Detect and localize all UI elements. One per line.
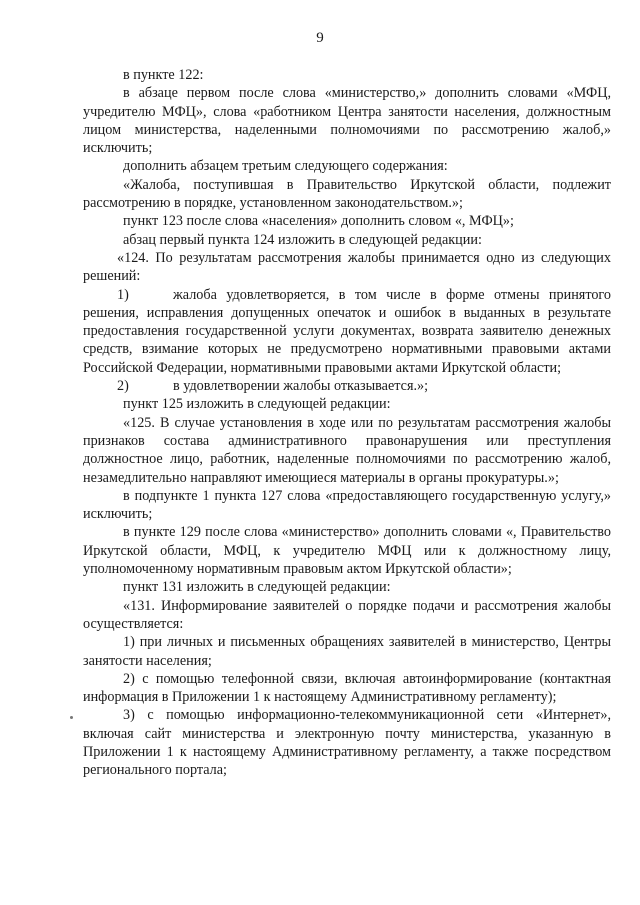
paragraph: в пункте 122:: [123, 67, 204, 83]
scan-dot-mark: [70, 716, 73, 719]
list-item-number: 2): [117, 378, 129, 395]
paragraph: в подпункте 1 пункта 127 слова «предоставляющего государственную услугу,» исключить;: [83, 487, 611, 523]
paragraph: в абзаце первом после слова «министерство,» дополнить словами «МФЦ, учредителю МФЦ», слова «работником Центра занятости населения, должностным лицом министерства, наделенными полномочиями по рассмотрению жалоб,» исключить;: [83, 85, 611, 157]
page-number: 9: [316, 30, 324, 46]
list-item-text: жалоба удовлетворяется, в том числе в форме отмены принятого решения, исправления допущенных опечаток и ошибок в выданных в результате предоставления государственной услуги документах, возврата заявителю денежных средств, взимание которых не предусмотрено нормативными правовыми актами Российской Федерации, нормативными правовыми актами Иркутской области;: [83, 286, 611, 376]
paragraph: 3) с помощью информационно-телекоммуникационной сети «Интернет», включая сайт министерства и электронную почту министерства, указанную в Приложении 1 к настоящему Административному регламенту, а также посредством регионального портала;: [83, 707, 611, 779]
paragraph: пункт 131 изложить в следующей редакции:: [123, 579, 391, 596]
paragraph: пункт 125 изложить в следующей редакции:: [123, 396, 391, 413]
paragraph: 1) при личных и письменных обращениях заявителей в министерство, Центры занятости населения;: [83, 634, 611, 669]
paragraph: 2) с помощью телефонной связи, включая автоинформирование (контактная информация в Приложении 1 к настоящему Административному регламенту);: [83, 670, 611, 706]
list-item-number: 1): [117, 286, 129, 303]
paragraph: абзац первый пункта 124 изложить в следующей редакции:: [123, 231, 482, 248]
paragraph: в пункте 129 после слова «министерство» дополнить словами «, Правительство Иркутской области, МФЦ, к учредителю МФЦ или к должностному лицу, уполномоченному нормативным правовым актом Иркутской области»;: [83, 524, 611, 578]
paragraph: «125. В случае установления в ходе или по результатам рассмотрения жалобы признаков состава административного правонарушения или преступления должностное лицо, работник, наделенные полномочиями по рассмотрению жалоб, незамедлительно направляют имеющиеся материалы в органы прокуратуры.»;: [83, 414, 611, 486]
paragraph: «131. Информирование заявителей о порядке подачи и рассмотрения жалобы осуществляется:: [83, 597, 611, 632]
paragraph: «124. По результатам рассмотрения жалобы принимается одно из следующих решений:: [83, 249, 611, 285]
list-item: [83, 286, 611, 377]
paragraph: пункт 123 после слова «населения» дополнить словом «, МФЦ»;: [123, 213, 514, 230]
paragraph: «Жалоба, поступившая в Правительство Иркутской области, подлежит рассмотрению в порядке, установленном законодательством.»;: [83, 176, 611, 212]
list-item-text: в удовлетворении жалобы отказывается.»;: [173, 378, 429, 395]
paragraph: дополнить абзацем третьим следующего содержания:: [123, 158, 448, 175]
list-item: [83, 377, 611, 395]
document-body: [83, 66, 611, 780]
